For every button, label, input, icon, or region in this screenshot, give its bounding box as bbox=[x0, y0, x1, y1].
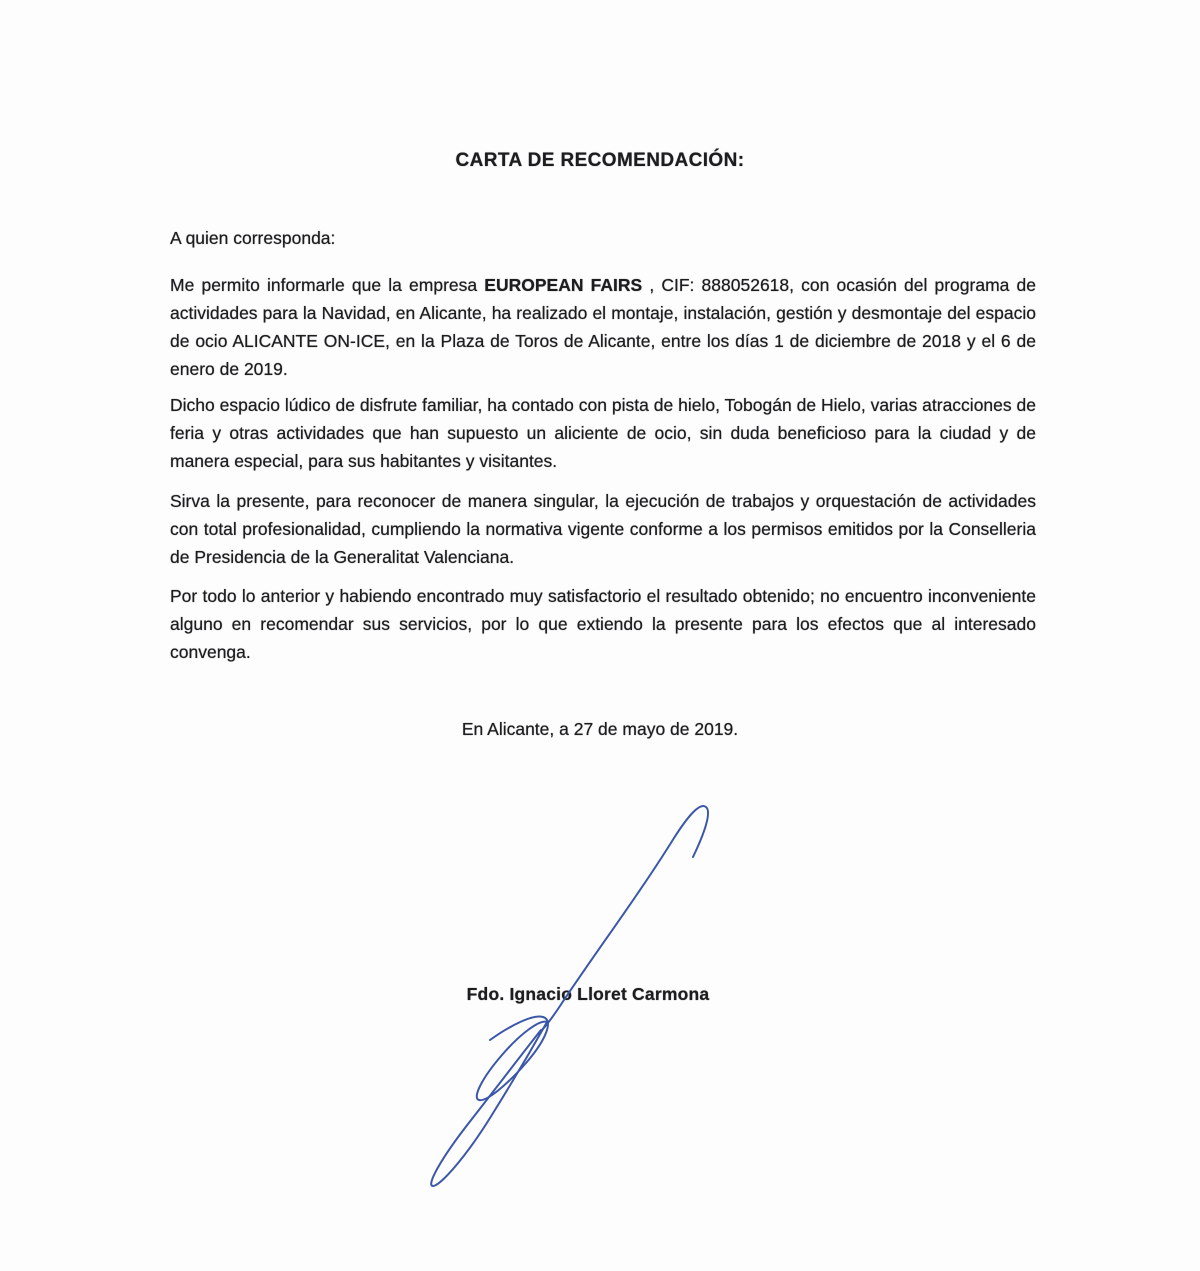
body-paragraph-3: Sirva la presente, para reconocer de manera singular, la ejecución de trabajos y orquestación de actividades con total profesionalidad, cumpliendo la normativa vigente conforme a los permisos emitidos por la Conselleria de Presidencia de la Generalitat Valenciana. bbox=[170, 491, 1036, 567]
date-line: En Alicante, a 27 de mayo de 2019. bbox=[461, 719, 739, 739]
company-name-bold: EUROPEAN FAIRS bbox=[484, 275, 643, 295]
paragraph-text: , CIF: 888052618, con ocasión del programa de actividades para la Navidad, en Alicante, ha realizado el montaje, instalación, gestión y desmontaje del espacio de ocio ALICANTE ON-ICE, en la Plaza de Toros de Alicante, entre los días 1 de diciembre de 2018 y el 6 de enero de 2019. bbox=[170, 275, 1037, 379]
body-paragraph-2: Dicho espacio lúdico de disfrute familiar, ha contado con pista de hielo, Tobogán de Hielo, varias atracciones de feria y otras actividades que han supuesto un aliciente de ocio, sin duda beneficioso para la ciudad y de manera especial, para sus habitantes y visitantes. bbox=[170, 395, 1036, 471]
signatory-line: Fdo. Ignacio Lloret Carmona bbox=[466, 984, 710, 1004]
salutation-line: A quien corresponda: bbox=[170, 228, 336, 248]
page-title: CARTA DE RECOMENDACIÓN: bbox=[455, 150, 745, 171]
body-paragraph-1 bbox=[170, 271, 1036, 383]
handwritten-signature-ink bbox=[420, 798, 720, 1198]
body-paragraph-4: Por todo lo anterior y habiendo encontrado muy satisfactorio el resultado obtenido; no encuentro inconveniente alguno en recomendar sus servicios, por lo que extiendo la presente para los efectos que al interesado convenga. bbox=[170, 586, 1036, 662]
paragraph-text: Me permito informarle que la empresa bbox=[170, 275, 485, 295]
